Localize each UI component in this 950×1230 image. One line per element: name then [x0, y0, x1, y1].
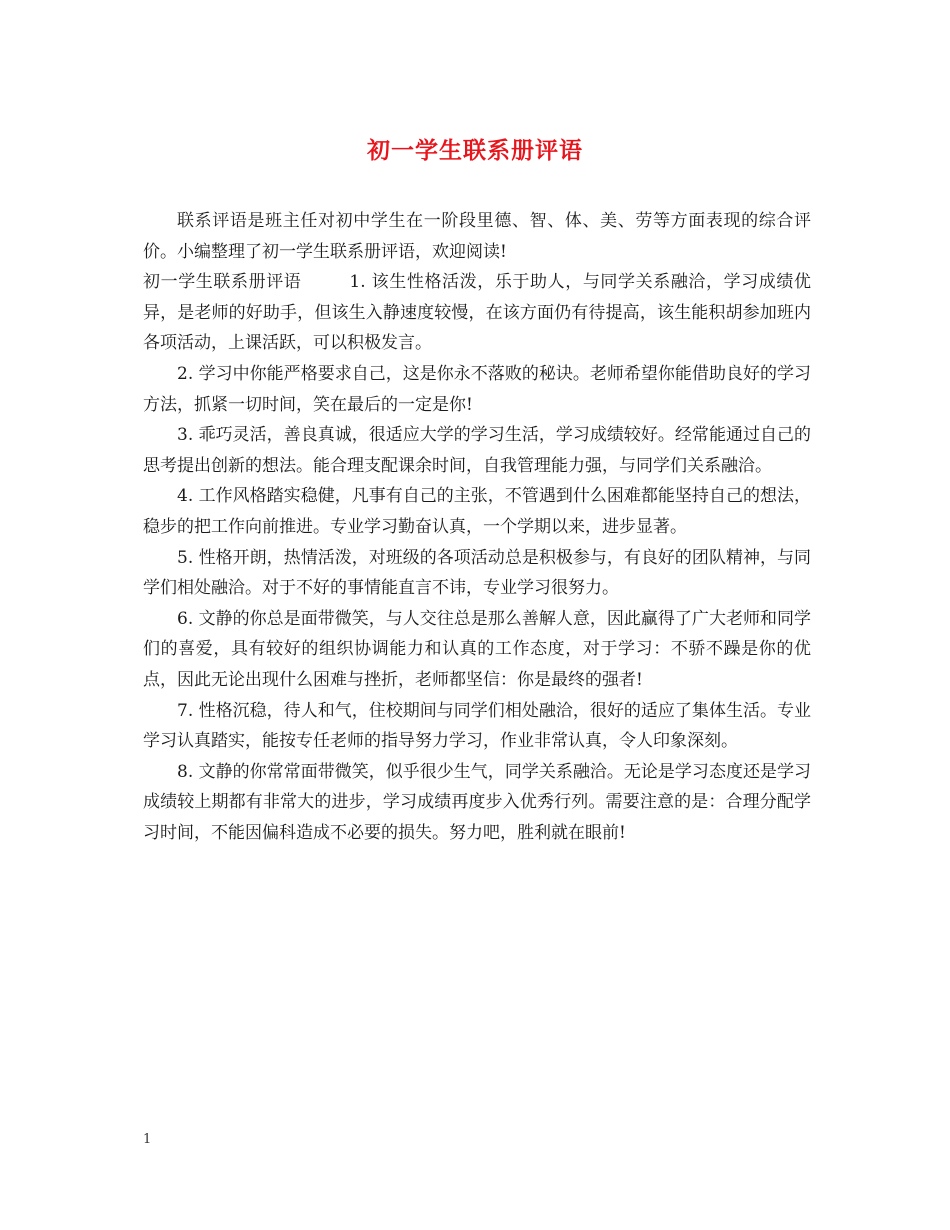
list-item-2: 2. 学习中你能严格要求自己，这是你永不落败的秘诀。老师希望你能借助良好的学习方法，抓紧一切时间，笑在最后的一定是你!	[143, 363, 811, 415]
list-item-3: 3. 乖巧灵活，善良真诚，很适应大学的学习生活，学习成绩较好。经常能通过自己的思考提出创新的想法。能合理支配课余时间，自我管理能力强，与同学们关系融洽。	[143, 425, 811, 476]
intro-paragraph: 联系评语是班主任对初中学生在一阶段里德、智、体、美、劳等方面表现的综合评价。小编整理了初一学生联系册评语，欢迎阅读!	[143, 211, 811, 262]
list-item-5: 5. 性格开朗，热情活泼，对班级的各项活动总是积极参与，有良好的团队精神，与同学们相处融洽。对于不好的事情能直言不讳，专业学习很努力。	[143, 547, 811, 599]
first-item-paragraph	[143, 267, 811, 359]
list-item-7: 7. 性格沉稳，待人和气，住校期间与同学们相处融洽，很好的适应了集体生活。专业学习认真踏实，能按专任老师的指导努力学习，作业非常认真，令人印象深刻。	[143, 700, 811, 752]
page-number: 1	[143, 1132, 152, 1147]
list-item-6: 6. 文静的你总是面带微笑，与人交往总是那么善解人意，因此赢得了广大老师和同学们的喜爱，具有较好的组织协调能力和认真的工作态度，对于学习：不骄不躁是你的优点，因此无论出现什么困难与挫折，老师都坚信：你是最终的强者!	[143, 608, 811, 690]
list-item-1: 1. 该生性格活泼，乐于助人，与同学关系融洽，学习成绩优异，是老师的好助手，但该生入静速度较慢，在该方面仍有待提高，该生能积胡参加班内各项活动，上课活跃，可以积极发言。	[143, 272, 812, 354]
list-item-4: 4. 工作风格踏实稳健，凡事有自己的主张，不管遇到什么困难都能坚持自己的想法，稳步的把工作向前推进。专业学习勤奋认真，一个学期以来，进步显著。	[143, 486, 811, 537]
document-body	[143, 206, 811, 848]
document-title: 初一学生联系册评语	[367, 137, 583, 164]
list-item-8: 8. 文静的你常常面带微笑，似乎很少生气，同学关系融洽。无论是学习态度还是学习成绩较上期都有非常大的进步，学习成绩再度步入优秀行列。需要注意的是：合理分配学习时间，不能因偏科造成不必要的损失。努力吧，胜利就在眼前!	[143, 761, 811, 843]
section-heading: 初一学生联系册评语	[143, 272, 302, 293]
heading-spacer	[301, 272, 349, 292]
